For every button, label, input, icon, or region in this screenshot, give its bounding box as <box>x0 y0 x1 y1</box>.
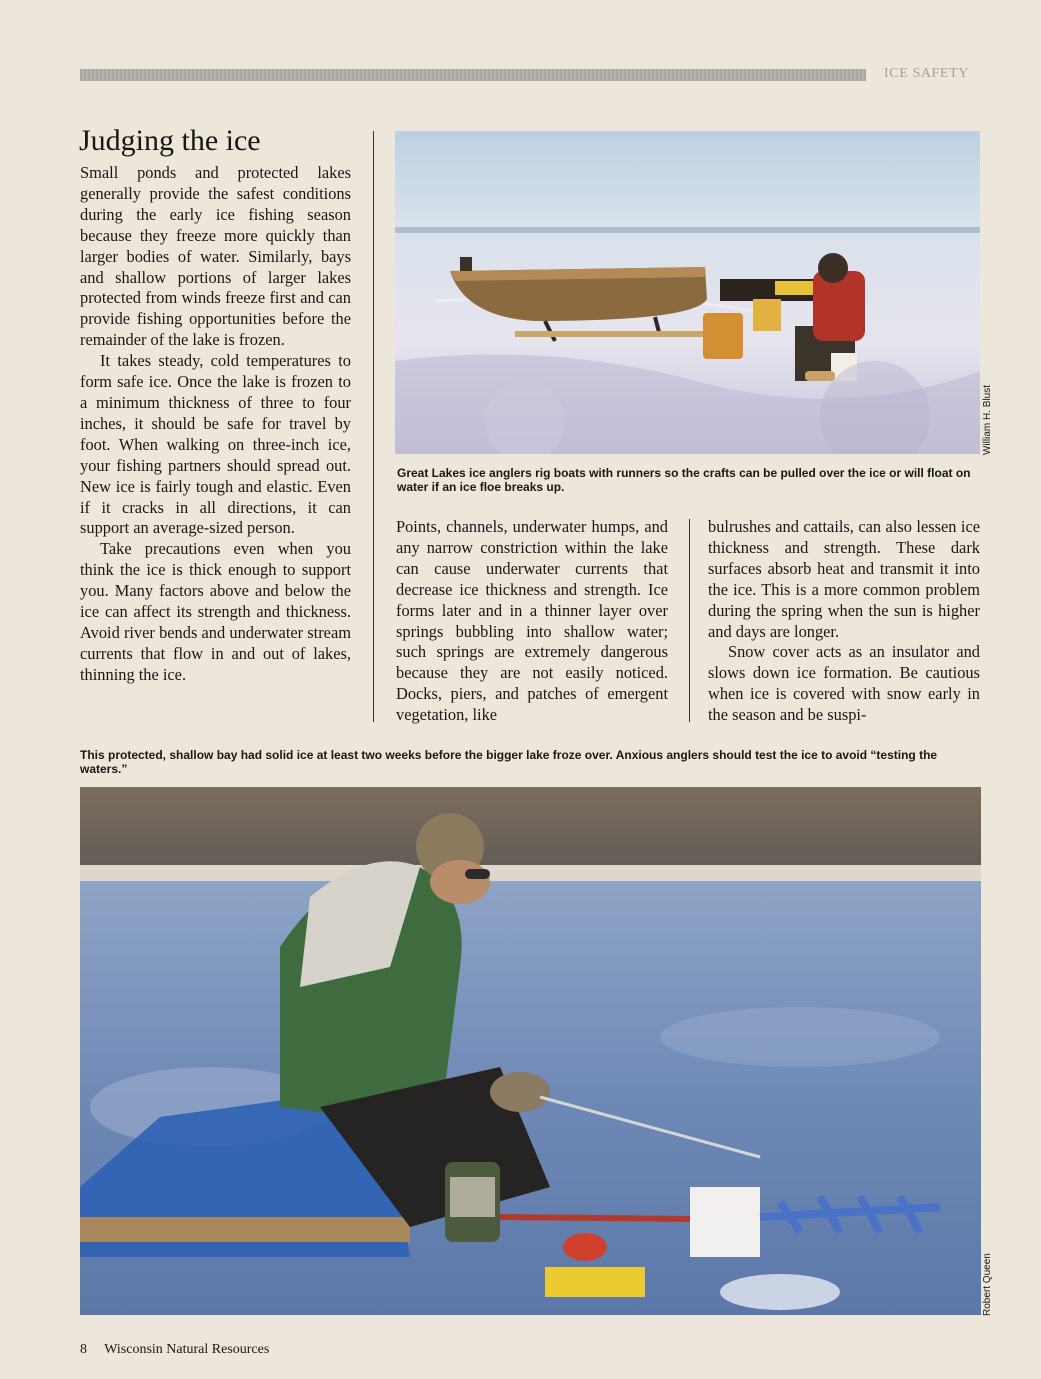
column-divider <box>689 519 690 722</box>
photo-credit: Robert Queen <box>982 1253 993 1316</box>
photo-ice-boat-image <box>395 131 980 454</box>
photo-caption: Great Lakes ice anglers rig boats with runners so the crafts can be pulled over the ice or will float on water if an ice floe breaks up. <box>397 466 971 494</box>
photo-caption: This protected, shallow bay had solid ice at least two weeks before the bigger lake froze over. Anxious anglers should test the ice to avoid “testing the waters.” <box>80 748 938 776</box>
header-rule <box>80 69 866 81</box>
photo-angler <box>80 787 981 1315</box>
column-divider <box>373 131 374 722</box>
photo-angler-image <box>80 787 981 1315</box>
photo-credit: William H. Blust <box>982 384 993 455</box>
page-footer <box>80 1342 269 1358</box>
paragraph: Take precautions even when you think the ice is thick enough to support you. Many factors above and below the ice can affect its strength and thickness. Avoid river bends and underwater stream currents that flow in and out of lakes, thinning the ice. <box>80 539 351 684</box>
paragraph: Small ponds and protected lakes generally provide the safest conditions during the early ice fishing season because they freeze more quickly than larger bodies of water. Similarly, bays and shallow portions of larger lakes protected from winds freeze first and can provide fishing opportunities before the remainder of the lake is frozen. <box>80 163 351 350</box>
article-headline: Judging the ice <box>79 124 261 157</box>
photo-ice-boat <box>395 131 980 454</box>
paragraph: It takes steady, cold temperatures to form safe ice. Once the lake is frozen to a minimum thickness of three to four inches, it should be safe for travel by foot. When walking on three-inch ice, your fishing partners should spread out. New ice is fairly tough and elastic. Even if it cracks in all directions, it can support an average-sized person. <box>80 351 351 538</box>
article-column-3 <box>708 517 980 726</box>
publication-name: Wisconsin Natural Resources <box>104 1342 270 1357</box>
paragraph: bulrushes and cattails, can also lessen ice thickness and strength. These dark surfaces absorb heat and transmit it into the ice. This is a more common problem during the spring when the sun is higher and days are longer. <box>708 517 980 641</box>
paragraph: Snow cover acts as an insulator and slows down ice formation. Be cautious when ice is covered with snow early in the season and be suspi- <box>708 642 980 725</box>
section-label: ICE SAFETY <box>884 66 969 81</box>
page-number: 8 <box>80 1342 87 1357</box>
paragraph: Points, channels, underwater humps, and any narrow constriction within the lake can cause underwater currents that decrease ice thickness and strength. Ice forms later and in a thinner layer over springs bubbling into shallow water; such springs are extremely dangerous because they are not easily noticed. Docks, piers, and patches of emergent vegetation, like <box>396 517 668 725</box>
article-column-1 <box>80 163 351 686</box>
article-column-2 <box>396 517 668 726</box>
